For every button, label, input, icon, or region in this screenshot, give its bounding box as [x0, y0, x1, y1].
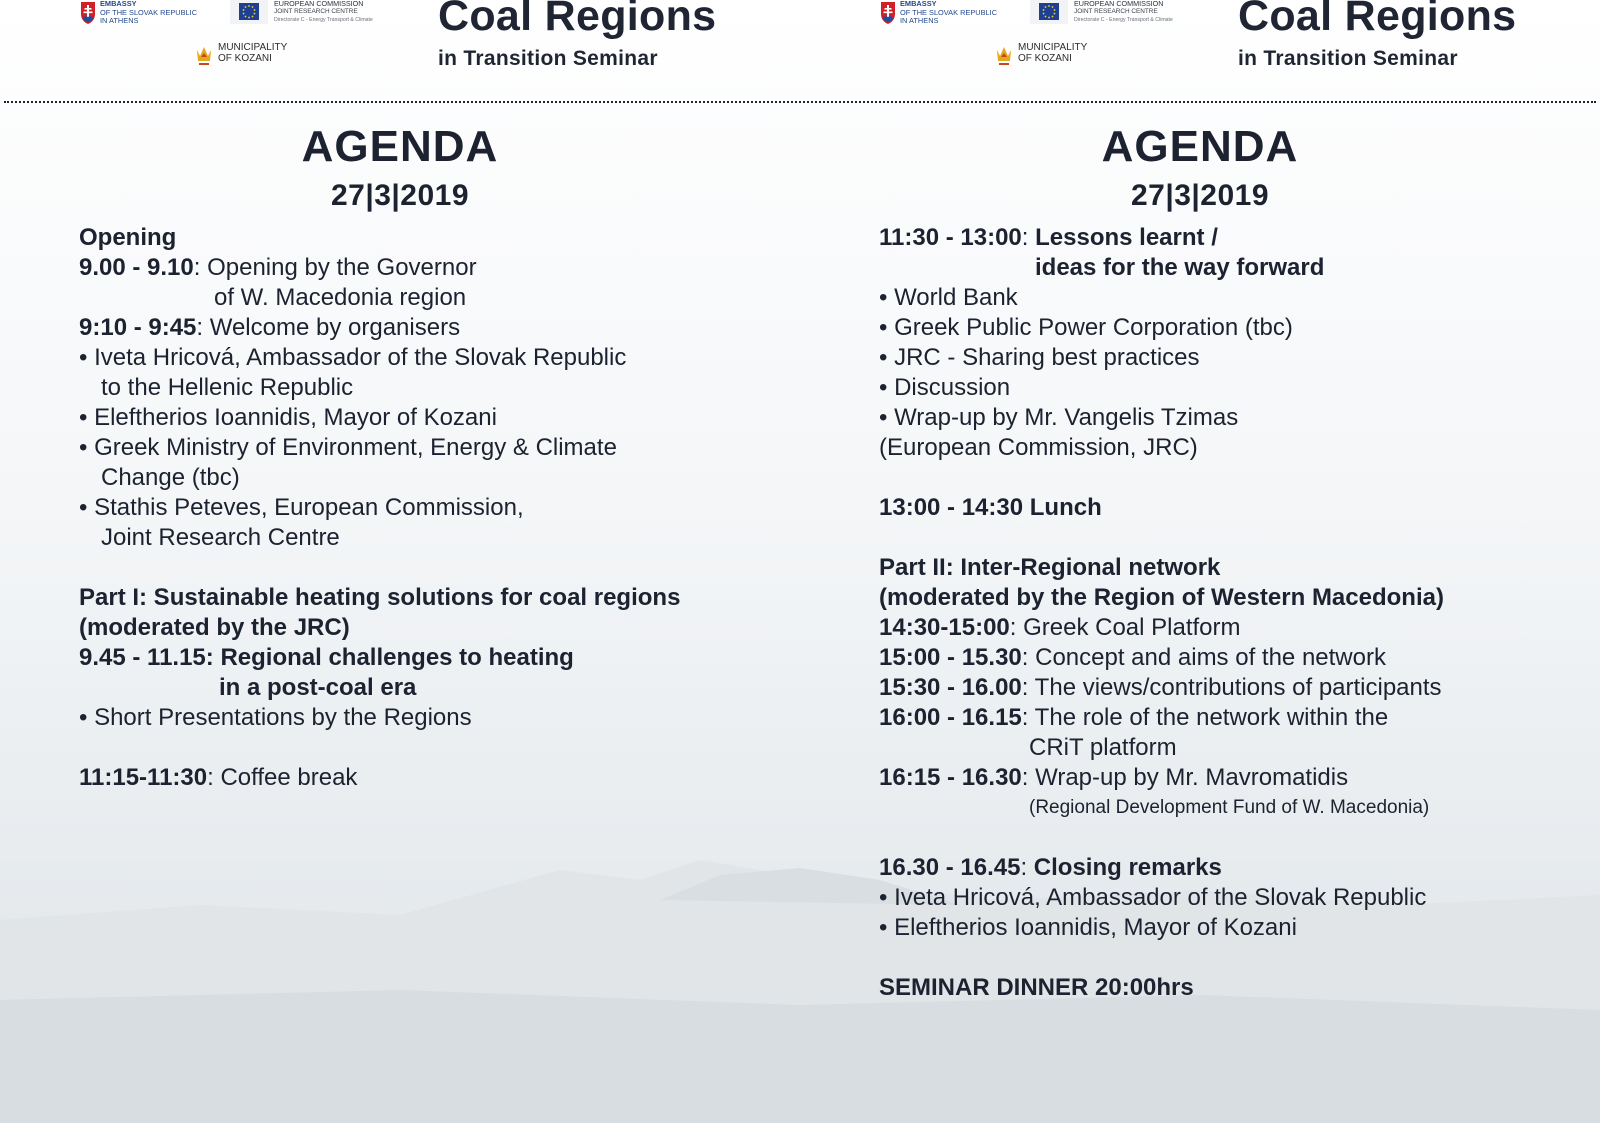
- item-text: : Greek Coal Platform: [1009, 614, 1241, 641]
- embassy-line-2: OF THE SLOVAK REPUBLIC: [100, 7, 198, 17]
- seminar-dinner: SEMINAR DINNER 20:00hrs: [879, 974, 1194, 1001]
- municipality-line-1: MUNICIPALITY: [218, 42, 288, 53]
- section-opening: Opening: [79, 224, 177, 251]
- embassy-line-1: EMBASSY: [900, 0, 937, 8]
- bullet-item: • Wrap-up by Mr. Vangelis Tzimas: [879, 404, 1239, 431]
- item-time: 16.30 - 16.45: [879, 854, 1021, 881]
- agenda-item: [879, 703, 1599, 733]
- commission-line-2: JOINT RESEARCH CENTRE: [1074, 8, 1158, 15]
- item-time: 14:30-15:00: [879, 614, 1010, 641]
- item-time: 15:30 - 16.00: [879, 674, 1022, 701]
- agenda-date: 27|3|2019: [1130, 179, 1270, 212]
- item-text: : Coffee break: [207, 764, 358, 791]
- agenda-item: [79, 643, 799, 673]
- agenda-item: 16.30 - 16.45: Closing remarks: [879, 854, 1222, 881]
- item-time: 11:15-11:30: [79, 764, 208, 791]
- commission-line-2: JOINT RESEARCH CENTRE: [274, 8, 358, 15]
- embassy-logo: [80, 0, 197, 26]
- section-part-2: Part II: Inter-Regional network: [879, 554, 1221, 581]
- item-text: Lessons learnt /: [1035, 224, 1218, 251]
- commission-line-3: Directorate C - Energy Transport & Climate: [274, 17, 373, 23]
- agenda-item: 11:30 - 13:00: Lessons learnt /: [879, 224, 1218, 251]
- item-text: : Concept and aims of the network: [1021, 644, 1386, 671]
- seminar-subtitle: in Transition Seminar: [438, 47, 658, 70]
- item-text: : The views/contributions of participants: [1021, 674, 1442, 701]
- agenda-date: 27|3|2019: [330, 179, 470, 212]
- item-text: : Opening by the Governor: [193, 254, 477, 281]
- municipality-crown-icon: [996, 45, 1012, 67]
- european-commission-logo: [1030, 0, 1173, 24]
- item-time: 9.45 - 11.15: [79, 644, 206, 671]
- seminar-title-block: [438, 0, 716, 71]
- bullet-continuation: to the Hellenic Republic: [101, 374, 354, 401]
- municipality-line-1: MUNICIPALITY: [1018, 42, 1088, 53]
- agenda-item: [79, 253, 799, 283]
- embassy-line-2: OF THE SLOVAK REPUBLIC: [900, 7, 998, 17]
- bullet-item: • Greek Public Power Corporation (tbc): [879, 314, 1293, 341]
- slovak-crest-icon: [80, 1, 96, 25]
- agenda-heading: [800, 120, 1600, 218]
- commission-line-3: Directorate C - Energy Transport & Climate: [1074, 17, 1173, 23]
- bullet-item: • JRC - Sharing best practices: [879, 344, 1200, 371]
- embassy-line-3: IN ATHENS: [900, 16, 939, 25]
- seminar-title: Coal Regions: [438, 0, 717, 40]
- agenda-page-right: [800, 0, 1600, 1123]
- bullet-item: • Iveta Hricová, Ambassador of the Slovak Republic: [879, 884, 1427, 911]
- municipality-crown-icon: [196, 45, 212, 67]
- agenda-item: [79, 313, 799, 343]
- item-continuation: ideas for the way forward: [1035, 254, 1325, 281]
- item-time: 16:00 - 16.15: [879, 704, 1022, 731]
- municipality-logo: [196, 42, 287, 67]
- bullet-item: • World Bank: [879, 284, 1018, 311]
- municipality-line-2: OF KOZANI: [218, 53, 272, 64]
- item-text: : The role of the network within the: [1021, 704, 1389, 731]
- agenda-item: [79, 763, 799, 793]
- section-moderator: (moderated by the JRC): [79, 614, 350, 641]
- item-time: 15:00 - 15.30: [879, 644, 1022, 671]
- bullet-continuation: (European Commission, JRC): [879, 434, 1198, 461]
- municipality-line-2: OF KOZANI: [1018, 53, 1072, 64]
- agenda-item: [879, 613, 1599, 643]
- lunch-break: 13:00 - 14:30 Lunch: [879, 494, 1102, 521]
- agenda-title: AGENDA: [1101, 122, 1299, 171]
- bullet-item: • Stathis Peteves, European Commission,: [79, 494, 524, 521]
- bullet-item: • Discussion: [879, 374, 1011, 401]
- section-moderator: (moderated by the Region of Western Macedonia): [879, 584, 1444, 611]
- section-part-1: Part I: Sustainable heating solutions for coal regions: [79, 584, 681, 611]
- eu-flag-icon: [1030, 0, 1068, 24]
- item-continuation: in a post-coal era: [219, 674, 417, 701]
- bullet-item: • Eleftherios Ioannidis, Mayor of Kozani: [79, 404, 497, 431]
- item-text: : Regional challenges to heating: [205, 644, 574, 671]
- bullet-item: • Greek Ministry of Environment, Energy & Climate: [79, 434, 617, 461]
- embassy-line-3: IN ATHENS: [100, 16, 139, 25]
- item-text: : Welcome by organisers: [196, 314, 461, 341]
- agenda-left-content: [79, 223, 799, 793]
- commission-line-1: EUROPEAN COMMISSION: [274, 0, 364, 8]
- agenda-title: AGENDA: [301, 122, 499, 171]
- bullet-continuation: Joint Research Centre: [101, 524, 340, 551]
- item-text: : Wrap-up by Mr. Mavromatidis: [1021, 764, 1349, 791]
- agenda-heading: [0, 120, 800, 218]
- eu-flag-icon: [230, 0, 268, 24]
- european-commission-logo: [230, 0, 373, 24]
- bullet-item: • Iveta Hricová, Ambassador of the Slovak Republic: [79, 344, 627, 371]
- municipality-logo: [996, 42, 1087, 67]
- header-divider: [4, 101, 1596, 103]
- partner-logos: [880, 0, 1180, 80]
- item-time: 16:15 - 16.30: [879, 764, 1022, 791]
- embassy-logo: [880, 0, 997, 26]
- seminar-title: Coal Regions: [1238, 0, 1517, 40]
- embassy-line-1: EMBASSY: [100, 0, 137, 8]
- item-time: 11:30 - 13:00: [879, 224, 1022, 251]
- item-time: 9:10 - 9:45: [79, 314, 197, 341]
- item-continuation: of W. Macedonia region: [214, 284, 467, 311]
- commission-line-1: EUROPEAN COMMISSION: [1074, 0, 1164, 8]
- bullet-item: • Short Presentations by the Regions: [79, 704, 472, 731]
- item-text: Closing remarks: [1033, 854, 1222, 881]
- seminar-title-block: [1238, 0, 1516, 71]
- item-time: 9.00 - 9.10: [79, 254, 194, 281]
- slovak-crest-icon: [880, 1, 896, 25]
- agenda-right-content: [879, 223, 1599, 1003]
- bullet-item: • Eleftherios Ioannidis, Mayor of Kozani: [879, 914, 1297, 941]
- seminar-subtitle: in Transition Seminar: [1238, 47, 1458, 70]
- agenda-item: [879, 763, 1599, 793]
- agenda-item: [879, 643, 1599, 673]
- item-continuation: CRiT platform: [1029, 734, 1177, 761]
- partner-logos: [80, 0, 380, 80]
- agenda-item: [879, 673, 1599, 703]
- bullet-continuation: Change (tbc): [101, 464, 240, 491]
- item-continuation: (Regional Development Fund of W. Macedonia): [1029, 797, 1430, 818]
